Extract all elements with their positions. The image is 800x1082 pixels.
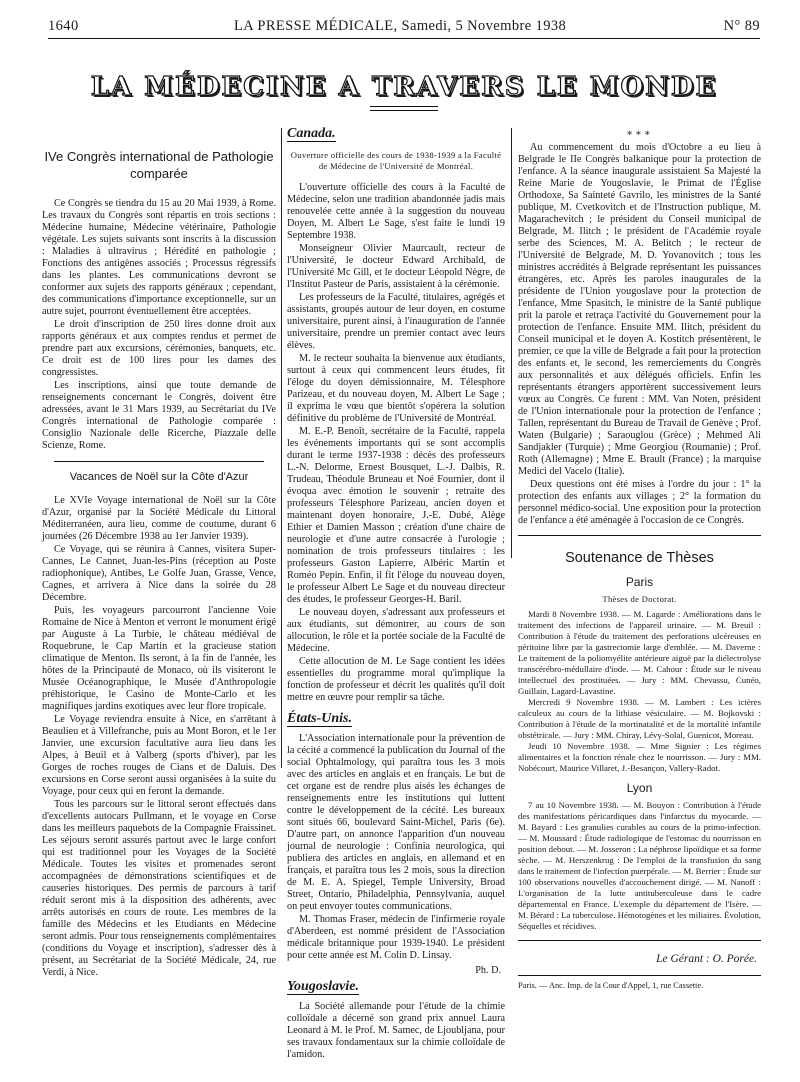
thesis-entry: 7 au 10 Novembre 1938. — M. Bouyon : Contribution à l'étude des manifestations péricardiques dans l'infarctus du myocarde. — M. Bayard : Les granulies curables au cours de la primo-infection. — M. Moussard : Étude radiologique de l'estomac du nourrisson en position debout. — M. Josseron : La néphrose lipoïdique et sa forme sèche. — M. Herszenkrug : De l'emploi de la transfusion du sang dans le traitement de l'infection puerpérale. — M. Berrier : Étude sur 100 observations nouvelles d'accouchement dirigé. — M. Nanoff : L'organisation de la lutte antituberculeuse dans le cadre départemental en France. L'exemple du département de l'Isère. — M. Bérard : La tuberculose. Hémotogènes et les miliaires. Évolution, Séquelles et récidives. [518, 800, 761, 931]
canada-heading: Canada. [287, 126, 336, 141]
imprint-line: Paris. — Anc. Imp. de la Cour d'Appel, 1, rue Cassette. [518, 975, 761, 991]
paris-theses [518, 609, 761, 774]
noel-paragraph: Le Voyage reviendra ensuite à Nice, en s'arrêtant à Beaulieu et à Villefranche, puis au Mont Boron, et le 1er Janvier, une excursion facultative aura lieu dans les Alpes, à Beuil et à Valberg (sports d'hiver), par les Gorges de roches rouges de Cians et de Daluis. Des excursions en Corse seront aussi organisées à la suite du Voyage, pour ceux qui en feront la demande. [42, 714, 276, 797]
header-rule [48, 38, 760, 39]
canada-paragraph: Les professeurs de la Faculté, titulaires, agrégés et assistants, groupés autour de leur doyen, en costume universitaire, purent ainsi, à l'inauguration de l'année universitaire, prendre un premier contact avec leurs élèves. [287, 292, 505, 351]
paris-heading: Paris [625, 575, 654, 589]
canada-paragraph: Le nouveau doyen, s'adressant aux professeurs et aux étudiants, sut démontrer, au cours de son allocution, le rôle et la portée sociale de la Faculté de Médecine. [287, 607, 505, 654]
section-separator [518, 940, 761, 941]
banner-rule [370, 106, 438, 107]
paris-subheading: Thèses de Doctorat. [602, 594, 677, 604]
column-2 [287, 128, 505, 1062]
congress-paragraph: Le droit d'inscription de 250 lires donne droit aux rapports généraux et aux comptes rendus et permet de prendre part aux excursions, cérémonies, banquets, etc. Ce droit est de 100 lires pour les dames des congressistes. [42, 319, 276, 378]
thesis-entry: Mercredi 9 Novembre 1938. — M. Lambert : Les ictères calculeux au cours de la lithiase vésiculaire. — M. Bojkovski : Contribution à l'étude de la mortinatalité et de la mortalité infantile obstétricale. — Jury : MM. Chiray, Lévy-Solal, Guenicot, Moreau. [518, 697, 761, 740]
noel-paragraph: Tous les parcours sur le littoral seront effectués dans d'excellents autocars Pullmann, et le voyage en Corse dans les meilleurs paquebots de la Compagnie Fraissinet. Les séjours seront assurés partout avec le large confort qui est traditionnel pour les Voyages de la Société Médicale. Toutes les visites et promenades seront accompagnées de démonstrations scientifiques et de causeries historiques. Des permis de parcours à tarif réduit seront mis à la disposition des adhérents, avec arrêts autorisés en cours de route. Les membres de la famille des Médecins et les Etudiants en Médecine seront admis. Pour tous renseignements complémentaires (conditions du Voyage et inscription), s'adresser dès à présent, au Secrétariat de la Société Médicale, 24, rue Verdi, à Nice. [42, 799, 276, 978]
canada-paragraph: M. E.-P. Benoît, secrétaire de la Faculté, rappela les événements importants qui se sont accomplis durant le terme 1937-1938 : décès des professeurs L.-N. Delorme, Ernest Bousquet, L.-J. Dalbis, R. Trudeau, Théodule Bruneau et Noé Fournier, dont il évoqua avec émotion le souvenir ; retraite des professeurs Télesphore Parizeau, ancien doyen et maintenant doyen honoraire, J.-E. Dubé, Alège Ethier et Damien Masson ; création d'une chaire de neurologie et d'une autre consacrée à l'urologie ; nomination de trois professeurs titulaires : les professeurs Gaston Lapierre, Albéric Martin et Roméo Pepin. Enfin, il fit l'éloge du nouveau doyen, le professeur Albert Le Sage et du nouveau directeur des études, le professeur Georges-H. Baril. [287, 426, 505, 605]
noel-paragraph: Ce Voyage, qui se réunira à Cannes, visitera Super-Cannes, Le Cannet, Juan-les-Pins (réception au Poste radiophonique), Antibes, Le Golfe Juan, Grasse, Vence, Cagnes, et arrivera à Nice dans la soirée du 28 Décembre. [42, 544, 276, 603]
running-header [48, 18, 760, 34]
noel-paragraph: Puis, les voyageurs parcourront l'ancienne Voie Romaine de Nice à Menton et verront le monument érigé par Auguste à La Turbie, le château médiéval de Roquebrune, le Cap Martin et la gracieuse station climatique de Menton. Ils seront, à la fin de l'année, les hôtes de la Principauté de Monaco, où ils visiteront le Musée Océanographique, le Musée d'Anthropologie préhistorique, le Casino de Monte-Carlo et les magnifiques jardins exotiques avec leur flore tropicale. [42, 605, 276, 712]
asterism: ∗∗∗ [626, 128, 653, 139]
usa-paragraph: L'Association internationale pour la prévention de la cécité a commencé la publication du Journal of the social Ophtalmology, qui paraîtra tous les 3 mois avec des articles en anglais et en français. Le but de cet organe est de rendre plus aisés les échanges de renseignements entre les institutions qui luttent contre le développement de la cécité. Les bureaux sont situés 66, boulevard Saint-Michel, Paris (6e). D'autre part, on annonce l'apparition d'un nouveau journal de neurologie : Confinia neurologica, qui publiera des articles en anglais, en allemand et en français, et paraîtra tous les 2 mois, sous la direction de M. E. A. Spiegel, Temple University, Broad Street, Ontario, Philadelphia, Pennsylvania, auquel on peut envoyer toutes communications. [287, 733, 505, 912]
canada-paragraph: Monseigneur Olivier Maurcault, recteur de l'Université, le docteur Edward Archibald, de l'Université Mc Gill, et le docteur Léopold Nègre, de l'Institut Pasteur de Paris, assistaient à la cérémonie. [287, 243, 505, 290]
thesis-entry: Mardi 8 Novembre 1938. — M. Lagarde : Améliorations dans le traitement des infections de l'appareil urinaire. — M. Breuil : Contribution à l'étude du traitement des perforations ulcéreuses en péritoine libre par la gastrectomie large d'emblée. — M. Daverne : Le traitement de la poliomyélite antérieure aiguë par la diélectrolyse transcérébro-médullaire d'iode. — M. Cahour : Étude sur le niveau intellectuel des prostituées. — Jury : MM. Chevassu, Cunéo, Guillain, Lagard-Lavastine. [518, 609, 761, 696]
column-1 [42, 128, 276, 980]
usa-heading: États-Unis. [287, 711, 352, 726]
congress-paragraph: Ce Congrès se tiendra du 15 au 20 Mai 1939, à Rome. Les travaux du Congrès sont répartis en trois sections : Médecine humaine, Médecine vétérinaire, Pathologie végétale. Les sujets suivants sont inscrits à la discussion : Maladies à ultravirus ; Hérédité en pathologie ; Fonctions des antigènes associés ; Processus régressifs dans les plantes. Les communications devront se conformer aux sujets des rapports généraux ; cependant, des communications d'importance exceptionnelle, sur un autre sujet, pourront éventuellement être acceptées. [42, 198, 276, 317]
congress-paragraph: Les inscriptions, ainsi que toute demande de renseignements concernant le Congrès, doivent être adressées, avant le 31 Mars 1939, au Secrétariat du IVe Congrès international de Pathologie comparée : Consiglio Nazionale delle Ricerche, Piazzale delle Scienze, Rome. [42, 380, 276, 451]
canada-paragraph: Cette allocution de M. Le Sage contient les idées essentielles du programme moral qu'implique la fonction de professeur et décrit les qualités qu'il doit mettre en œuvre pour remplir sa tâche. [287, 656, 505, 703]
yougoslavie-paragraph: La Société allemande pour l'étude de la chimie colloïdale a décerné son grand prix annuel Laura Leonard à M. le Prof. M. Samec, de Ljoubljana, pour ses travaux fondamentaux sur la chimie colloïdale de l'amidon. [287, 1001, 505, 1060]
canada-paragraph: M. le recteur souhaita la bienvenue aux étudiants, surtout à ceux qui commencent leurs études, fit l'éloge du doyen démissionnaire, M. Télesphore Parizeau, et du nouveau doyen, M. Albert Le Sage ; il exprima le vœu que bientôt s'opérera la solution définitive du problème de l'Université de Montréal. [287, 353, 505, 424]
lyon-heading: Lyon [626, 781, 653, 795]
section-separator [518, 535, 761, 536]
usa-paragraph: M. Thomas Fraser, médecin de l'infirmerie royale d'Aberdeen, est nommé président de l'Association médicale britannique pour 1939-1940. Le président pour cette année est M. Colin D. Linsay. [287, 914, 505, 961]
lyon-theses [518, 800, 761, 932]
congress-heading: IVe Congrès international de Pathologie comparée [44, 149, 274, 181]
yougoslavie-heading: Yougoslavie. [287, 979, 359, 994]
belgrade-paragraph: Deux questions ont été mises à l'ordre du jour : 1° la protection des enfants aux villages ; 2° la formation du personnel médico-social. Une exposition pour la protection de l'enfance a été aménagée à l'occasion de ce Congrès. [518, 479, 761, 526]
thesis-entry: Jeudi 10 Novembre 1938. — Mme Signier : Les régimes alimentaires et la fonction rénale chez le nourrisson. — Jury : MM. Nobécourt, Maurice Villaret, J.-Besançon, Vallery-Radot. [518, 741, 761, 773]
canada-paragraph: L'ouverture officielle des cours à la Faculté de Médecine, selon une tradition abandonnée jadis mais renouvelée cette année à la suggestion du nouveau Doyen, M. Albert Le Sage, s'est faite le lundi 19 Septembre 1938. [287, 182, 505, 241]
noel-heading: Vacances de Noël sur la Côte d'Azur [69, 471, 249, 483]
theses-heading: Soutenance de Thèses [565, 550, 714, 566]
section-separator [54, 461, 264, 462]
gerant-line: Le Gérant : O. Porée. [656, 953, 757, 965]
banner-rule-2 [370, 110, 438, 111]
noel-paragraph: Le XVIe Voyage international de Noël sur la Côte d'Azur, organisé par la Société Médicale du Littoral Méditerranéen, aura lieu, comme de coutume, durant 6 journées (26 Décembre 1938 au 1er Janvier 1939). [42, 495, 276, 542]
canada-caption: Ouverture officielle des cours de 1938-1939 a la Faculté de Médecine de l'Université de Montréal. [290, 150, 502, 171]
author-signature: Ph. D. [475, 965, 501, 976]
section-banner: LA MÉDECINE A TRAVERS LE MONDE [90, 72, 718, 102]
journal-line: LA PRESSE MÉDICALE, Samedi, 5 Novembre 1938 [234, 18, 567, 34]
column-3 [518, 128, 761, 991]
belgrade-paragraph: Au commencement du mois d'Octobre a eu lieu à Belgrade le IIe Congrès balkanique pour la protection de l'enfance. A la séance inaugurale assistaient Sa Majesté la Reine Marie de Yougoslavie, le Primat de l'Église Orthodoxe, Sa Sainteté Gavrilo, les ministres de la Santé publique, M. Cvetkovitch et de l'Instruction publique, M. Magarachevitch ; le président du Conseil municipal de Belgrade, M. Ilitch ; le président de l'Académie royale serbe des Sciences, M. A. Belitch ; le recteur de l'Université de Belgrade, M. D. Yovanovitch ; tous les ministres accrédités à Belgrade représentant les puissances étrangères, etc. Après les paroles inaugurales de la présidente de l'Union yougoslave pour la protection de l'enfance, Mme Spasitch, le ministre de la Santé publique prit la parole et retraça l'activité du Gouvernement pour la protection de l'enfance. Ensuite MM. Ilitch, président du Conseil municipal et le doyen A. Kostitch présentèrent, le premier, ce que la ville de Belgrade a fait pour la protection des enfants et, le second, les remerciements du Congrès aux personnalités et aux délégués officiels. Enfin les représentants étrangers apportèrent successivement leurs vœux au Congrès. Ce furent : MM. Van Noten, président de l'Union internationale pour la protection de l'enfance ; Tallen, représentant du Bureau de Travail de Genève ; Prof. Waten (Bulgarie) ; Saraouglou (Grèce) ; Mehmed Ali Sandjakler (Turquie) ; Mme Georgiou (Roumanie) ; Prof. Roth (Allemagne) ; Mme E. Brault (France) ; la marquise Medici del Vacelo (Italie). [518, 142, 761, 477]
page-number: 1640 [48, 18, 79, 34]
issue-number: N° 89 [723, 18, 760, 34]
column-divider-1 [281, 128, 282, 768]
column-divider-2 [511, 128, 512, 558]
